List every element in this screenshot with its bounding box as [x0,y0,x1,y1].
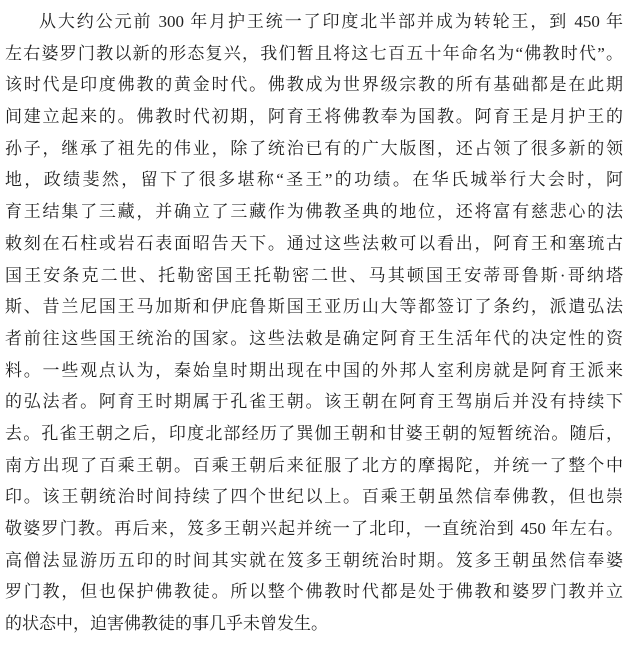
text-line: 地，政绩斐然，留下了很多堪称“圣王”的功绩。在华氏城举行大会时，阿 [5,170,623,190]
text-line: 间建立起来的。佛教时代初期，阿育王将佛教奉为国教。阿育王是月护王的 [5,107,623,127]
text-line: 从大约公元前 300 年月护王统一了印度北半部并成为转轮王，到 450 年 [39,12,623,31]
text-line: 去。孔雀王朝之后，印度北部经历了巽伽王朝和甘婆王朝的短暂统治。随后， [5,423,623,443]
text-line: 敬婆罗门教。再后来，笈多王朝兴起并统一了北印，一直统治到 450 年左右。 [5,519,623,538]
text-line: 该时代是印度佛教的黄金时代。佛教成为世界级宗教的所有基础都是在此期 [5,75,623,95]
text-line: 国王安条克二世、托勒密国王托勒密二世、马其顿国王安蒂哥鲁斯·哥纳塔 [5,265,623,285]
body-paragraph [5,6,623,640]
text-line: 育王结集了三藏，并确立了三藏作为佛教圣典的地位，还将富有慈悲心的法 [5,202,623,222]
text-line: 料。一些观点认为，秦始皇时期出现在中国的外邦人室利房就是阿育王派来 [5,360,623,380]
text-line: 孙子，继承了祖先的伟业，除了统治已有的广大版图，还占领了很多新的领 [5,138,623,158]
text-line: 左右婆罗门教以新的形态复兴，我们暂且将这七百五十年命名为“佛教时代”。 [5,43,623,63]
text-line: 者前往这些国王统治的国家。这些法敕是确定阿育王生活年代的决定性的资 [5,328,623,348]
text-line: 罗门教，但也保护佛教徒。所以整个佛教时代都是处于佛教和婆罗门教并立 [5,582,623,602]
text-line: 高僧法显游历五印的时间其实就在笈多王朝统治时期。笈多王朝虽然信奉婆 [5,550,623,570]
text-line: 的状态中，迫害佛教徒的事几乎未曾发生。 [5,614,328,634]
text-line: 南方出现了百乘王朝。百乘王朝后来征服了北方的摩揭陀，并统一了整个中 [5,455,623,475]
text-line: 印。该王朝统治时间持续了四个世纪以上。百乘王朝虽然信奉佛教，但也崇 [5,487,623,507]
text-line: 的弘法者。阿育王时期属于孔雀王朝。该王朝在阿育王驾崩后并没有持续下 [5,392,623,412]
text-line: 斯、昔兰尼国王马加斯和伊庇鲁斯国王亚历山大等都签订了条约，派遣弘法 [5,297,623,317]
text-line: 敕刻在石柱或岩石表面昭告天下。通过这些法敕可以看出，阿育王和塞琉古 [5,233,623,253]
